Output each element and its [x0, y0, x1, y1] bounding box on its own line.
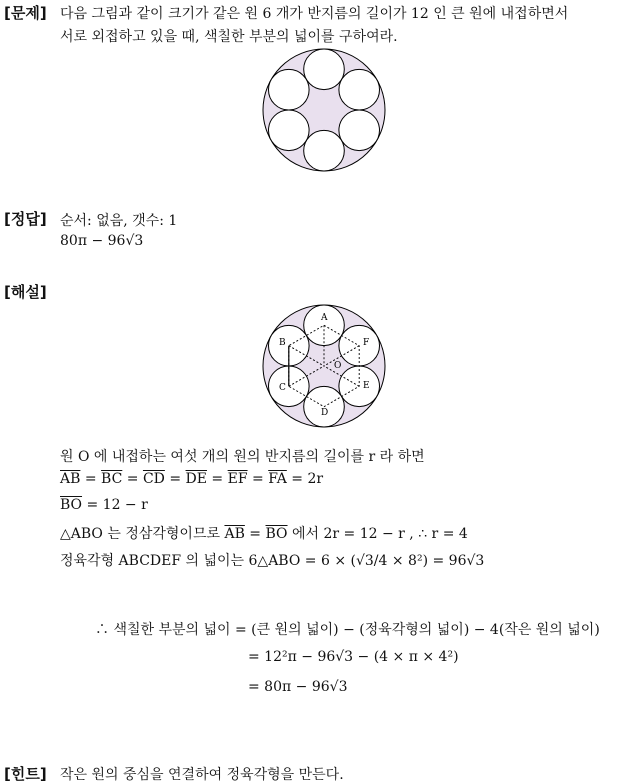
answer-tag: [정답]: [4, 210, 47, 228]
answer-line2: 80π − 96√3: [60, 233, 144, 249]
label-o: O: [334, 361, 342, 371]
problem-text-line1: 다음 그림과 같이 크기가 같은 원 6 개가 반지름의 길이가 12 인 큰 원에 내접하면서: [60, 6, 569, 22]
solution-line5: 정육각형 ABCDEF 의 넓이는 6△ABO = 6 × (√3/4 × 8²) = 96√3: [60, 553, 485, 569]
line4-a: △ABO 는 정삼각형이므로: [60, 526, 220, 542]
line2-tail: 2r: [307, 471, 324, 487]
problem-tag: [문제]: [4, 4, 47, 22]
problem-text-line2: 서로 외접하고 있을 때, 색칠한 부분의 넓이를 구하여라.: [60, 29, 398, 45]
hint-tag: [힌트]: [4, 765, 47, 783]
solution-line2: $\overline{AB} = \overline{BC} = \overline{CD} = \overline{DE} = \overline{EF} = \overline{FA} = 2r$: [60, 471, 324, 487]
solution-tag: [해설]: [4, 283, 47, 301]
solution-line1: 원 O 에 내접하는 여섯 개의 원의 반지름의 길이를 r 라 하면: [60, 449, 425, 465]
line4-seg1: $\overline{AB}$: [224, 526, 245, 542]
therefore-line1: ∴ 색칠한 부분의 넓이 = (큰 원의 넓이) − (정육각형의 넓이) − 4(작은 원의 넓이): [95, 622, 600, 638]
line3-tail: 12 − r: [102, 497, 148, 513]
label-c: C: [279, 383, 286, 393]
segment-ab: $\overline{AB}$: [60, 471, 81, 487]
therefore-line2: = 12²π − 96√3 − (4 × π × 4²): [248, 649, 459, 665]
label-e: E: [363, 381, 370, 391]
solution-line4: △ABO 는 정삼각형이므로 $\overline{AB} = \overline{BO}$ 에서 2r = 12 − r , ∴ r = 4: [60, 526, 468, 542]
label-a: A: [321, 313, 328, 323]
therefore-line3: = 80π − 96√3: [248, 679, 348, 695]
segment-fa: $\overline{FA}$: [268, 471, 287, 487]
segment-cd: $\overline{CD}$: [142, 471, 165, 487]
label-f: F: [363, 338, 370, 348]
answer-line1: 순서: 없음, 갯수: 1: [60, 213, 178, 229]
segment-bo: $\overline{BO}$: [60, 497, 83, 513]
label-d: D: [321, 408, 329, 418]
segment-bc: $\overline{BC}$: [101, 471, 123, 487]
line4-seg2: $\overline{BO}$: [265, 526, 288, 542]
solution-figure: [260, 302, 388, 430]
line4-b: 에서 2r = 12 − r , ∴ r = 4: [291, 526, 468, 542]
hint-text: 작은 원의 중심을 연결하여 정육각형을 만든다.: [60, 767, 344, 783]
problem-figure: [260, 46, 388, 174]
segment-de: $\overline{DE}$: [185, 471, 207, 487]
label-b: B: [279, 338, 286, 348]
segment-ef: $\overline{EF}$: [227, 471, 248, 487]
solution-line3: $\overline{BO} = 12 - r$: [60, 497, 148, 513]
